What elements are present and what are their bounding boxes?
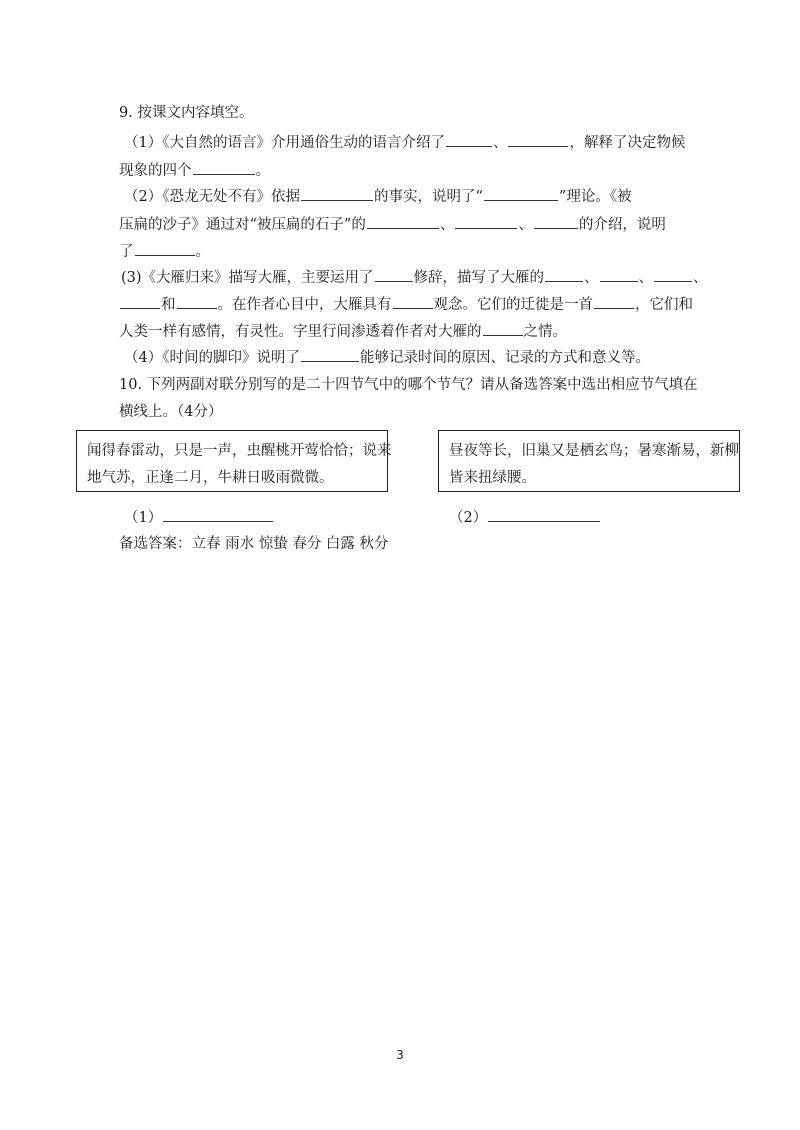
q9-item3-line1: (3)《大雁归来》描写大雁，主要运用了 修辞，描写了大雁的 、 、 、 [121, 267, 708, 288]
q9-item2-line1: （2）《恐龙无处不有》依据 的事实，说明了“ ”理论。《被 [124, 186, 632, 207]
blank[interactable] [375, 267, 413, 282]
blank[interactable] [120, 294, 160, 309]
blank[interactable] [301, 186, 373, 201]
q9-item1-line2: 现象的四个 。 [119, 160, 270, 181]
blank[interactable] [508, 132, 568, 147]
page-number: 3 [396, 1048, 404, 1062]
q9-item4-line1: （4）《时间的脚印》说明了 能够记录时间的原因、记录的方式和意义等。 [124, 347, 650, 368]
blank[interactable] [654, 267, 692, 282]
q9-item2-line2: 压扁的沙子》通过对“被压扁的石子”的 、 、 的介绍，说明 [119, 214, 666, 235]
blank[interactable] [455, 214, 517, 229]
blank[interactable] [301, 347, 359, 362]
blank[interactable] [177, 294, 217, 309]
answer-1-blank[interactable] [163, 507, 273, 522]
q10-line1: 10. 下列两副对联分别写的是二十四节气中的哪个节气？请从备选答案中选出相应节气填在 [119, 377, 698, 393]
q9-item1-line1: （1）《大自然的语言》介用通俗生动的语言介绍了 、 ，解释了决定物候 [124, 132, 685, 153]
blank[interactable] [545, 267, 583, 282]
q10-line2: 横线上。（4分） [119, 404, 223, 420]
blank[interactable] [594, 294, 634, 309]
blank[interactable] [193, 160, 255, 175]
blank[interactable] [393, 294, 433, 309]
q9-item2-line3: 了 。 [119, 241, 210, 262]
blank[interactable] [367, 214, 439, 229]
blank[interactable] [483, 321, 523, 336]
blank[interactable] [135, 241, 195, 256]
blank[interactable] [534, 214, 578, 229]
blank[interactable] [484, 186, 558, 201]
q9-item3-line3: 人类一样有感情，有灵性。字里行间渗透着作者对大雁的 之情。 [119, 321, 567, 342]
couplet-box-2: 昼夜等长，旧巢又是栖玄鸟；暑寒渐易，新柳 皆来扭绿腰。 [438, 430, 740, 492]
answer-1: （1） [124, 507, 274, 528]
q9-title: 9. 按课文内容填空。 [119, 105, 254, 121]
answer-2-blank[interactable] [488, 507, 600, 522]
blank[interactable] [446, 132, 492, 147]
answer-2: （2） [449, 507, 601, 528]
blank[interactable] [600, 267, 638, 282]
q9-item3-line2: 和 。在作者心目中，大雁具有 观念。它们的迁徙是一首 ，它们和 [119, 294, 693, 315]
couplet-box-1: 闻得春雷动，只是一声，虫醒桃开莺恰恰；说来 地气苏，正逢二月，牛耕日吸雨微微。 [76, 430, 388, 492]
answer-options: 备选答案：立春 雨水 惊蛰 春分 白露 秋分 [119, 536, 389, 552]
